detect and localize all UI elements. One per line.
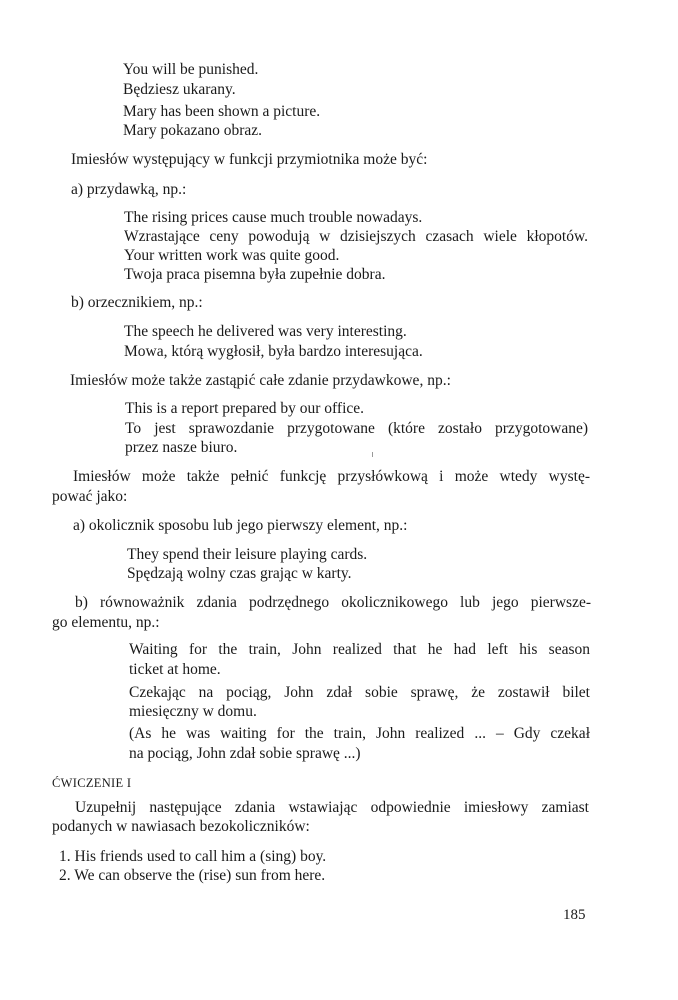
clause-example-en-line2: ticket at home.	[129, 661, 221, 678]
adjective-function-intro: Imiesłów występujący w funkcji przymiotnika może być:	[71, 151, 428, 168]
relative-example-en: This is a report prepared by our office.	[125, 400, 365, 417]
clause-example-en-line1: Waiting for the train, John realized that he had left his season	[129, 641, 590, 658]
example-en-punished: You will be punished.	[123, 61, 259, 78]
attributive-label: a) przydawką, np.:	[71, 181, 187, 198]
clause-equivalent-label-line1: b) równoważnik zdania podrzędnego okolicznikowego lub jego pierwsze-	[75, 594, 591, 611]
exercise-item-2: 2. We can observe the (rise) sun from here.	[59, 867, 326, 884]
clause-example-paraphrase-line2: na pociąg, John zdał sobie sprawę ...)	[129, 745, 361, 762]
manner-label: a) okolicznik sposobu lub jego pierwszy element, np.:	[73, 517, 408, 534]
exercise-instruction-line1: Uzupełnij następujące zdania wstawiając odpowiednie imiesłowy zamiast	[75, 799, 589, 816]
predicative-example-pl: Mowa, którą wygłosił, była bardzo interesująca.	[124, 343, 423, 360]
manner-example-pl: Spędzają wolny czas grając w karty.	[127, 565, 352, 582]
relative-example-pl-line2: przez nasze biuro.	[125, 439, 238, 456]
example-pl-ukarany: Będziesz ukarany.	[123, 81, 236, 98]
relative-clause-intro: Imiesłów może także zastąpić całe zdanie przydawkowe, np.:	[70, 372, 451, 389]
clause-equivalent-label-line2: go elementu, np.:	[52, 614, 160, 631]
example-en-picture: Mary has been shown a picture.	[123, 103, 321, 120]
predicative-label: b) orzecznikiem, np.:	[71, 294, 203, 311]
adverbial-intro-line2: pować jako:	[52, 488, 128, 505]
clause-example-pl-line2: miesięczny w domu.	[129, 703, 257, 720]
example-pl-obraz: Mary pokazano obraz.	[123, 122, 263, 139]
exercise-instruction-line2: podanych w nawiasach bezokoliczników:	[52, 818, 310, 835]
clause-example-pl-line1: Czekając na pociąg, John zdał sobie sprawę, że zostawił bilet	[129, 684, 590, 701]
attributive-example-pl-2: Twoja praca pisemna była zupełnie dobra.	[124, 266, 386, 283]
print-speck	[372, 452, 373, 457]
attributive-example-pl-1: Wzrastające ceny powodują w dzisiejszych czasach wiele kłopotów.	[124, 228, 588, 245]
page-number: 185	[563, 907, 586, 923]
exercise-item-1: 1. His friends used to call him a (sing) boy.	[59, 848, 327, 865]
predicative-example-en: The speech he delivered was very interesting.	[124, 323, 407, 340]
exercise-heading: ĆWICZENIE I	[52, 776, 132, 790]
adverbial-intro-line1: Imiesłów może także pełnić funkcję przysłówkową i może wtedy wystę-	[73, 468, 590, 485]
attributive-example-en-1: The rising prices cause much trouble nowadays.	[124, 209, 423, 226]
clause-example-paraphrase-line1: (As he was waiting for the train, John realized ... – Gdy czekał	[129, 725, 590, 742]
attributive-example-en-2: Your written work was quite good.	[124, 247, 340, 264]
relative-example-pl-line1: To jest sprawozdanie przygotowane (które zostało przygotowane)	[125, 420, 588, 437]
manner-example-en: They spend their leisure playing cards.	[127, 546, 368, 563]
